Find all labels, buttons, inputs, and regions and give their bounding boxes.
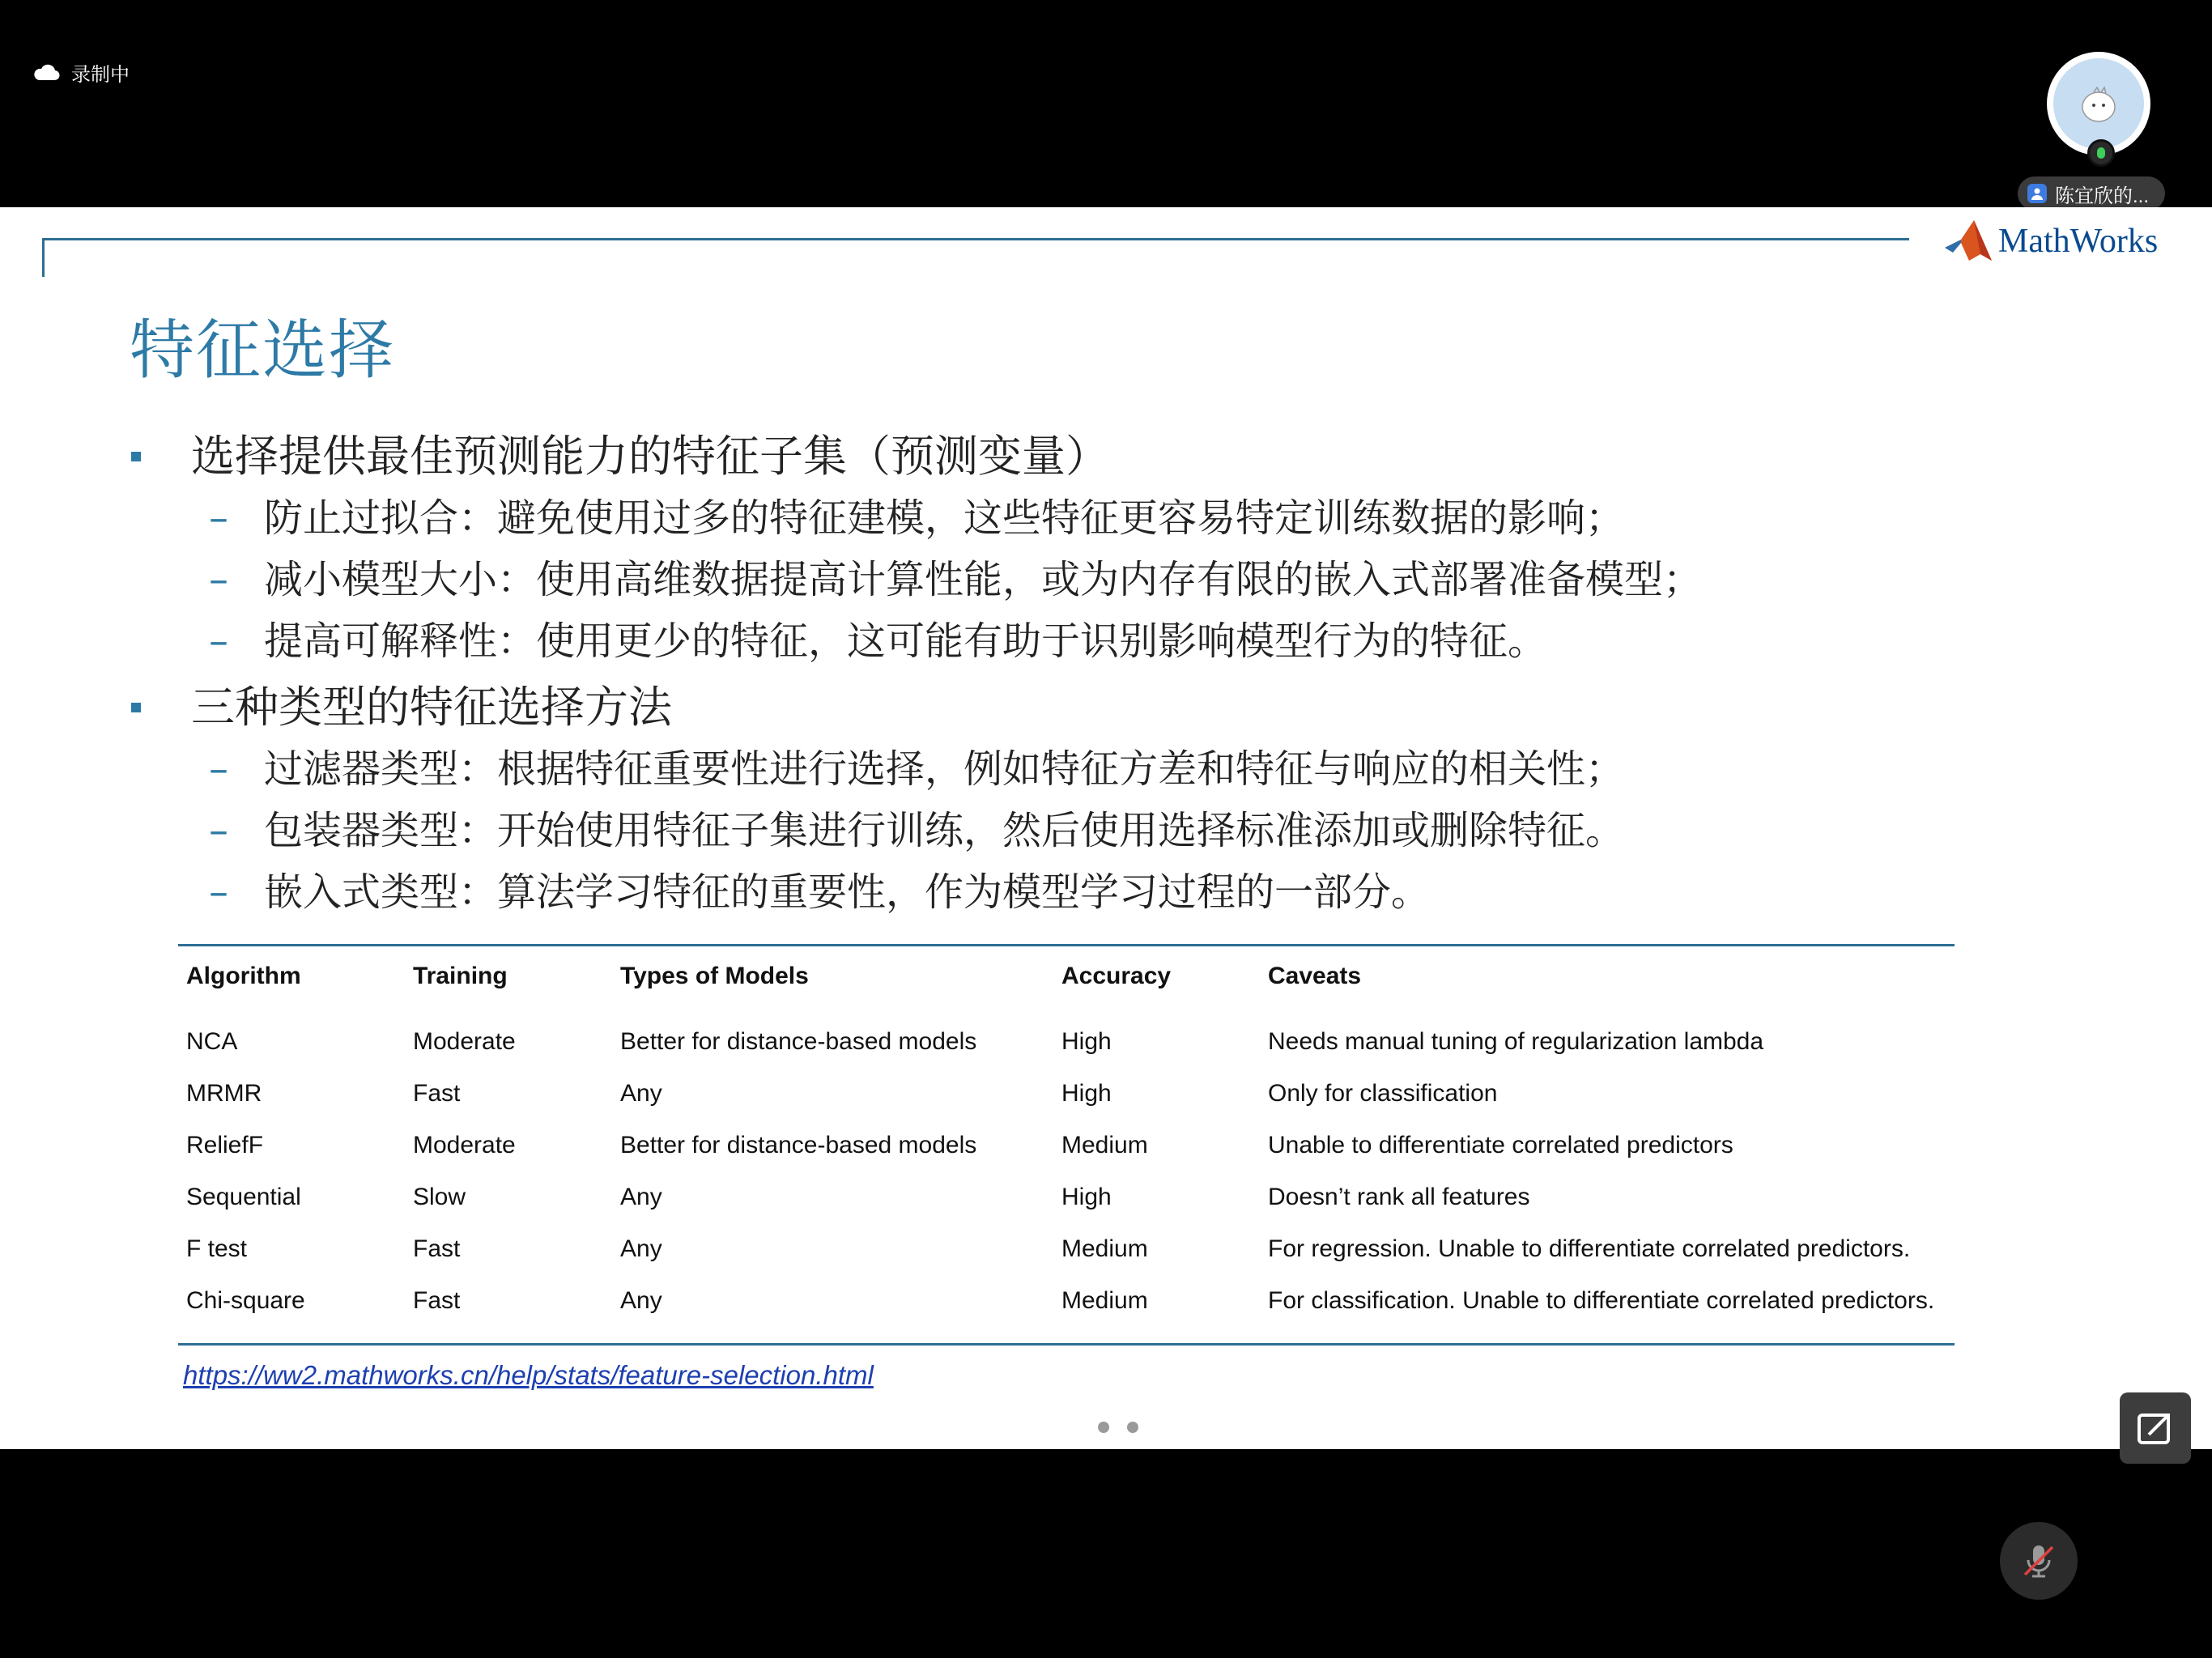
table-header-cell: Caveats <box>1268 963 1362 989</box>
table-header-cell: Algorithm <box>186 963 301 989</box>
bullet-text: 选择提供最佳预测能力的特征子集（预测变量） <box>191 431 1109 482</box>
table-cell: Fast <box>413 1080 461 1107</box>
avatar-icon <box>2074 79 2123 128</box>
table-cell: ReliefF <box>186 1132 264 1158</box>
table-cell: Chi-square <box>186 1287 305 1314</box>
expand-icon <box>2134 1407 2176 1449</box>
table-row <box>178 1120 1955 1171</box>
table-row <box>178 1068 1955 1120</box>
dash-icon: – <box>209 746 228 792</box>
table-rule-bottom <box>178 1343 1955 1346</box>
table-row <box>178 1275 1955 1327</box>
table-header-cell: Types of Models <box>620 963 809 989</box>
dash-icon: – <box>209 619 228 664</box>
sub-bullet-item <box>130 487 1702 549</box>
presentation-slide <box>0 207 2212 1449</box>
table-cell: F test <box>186 1235 248 1262</box>
table-cell: MRMR <box>186 1080 262 1107</box>
person-icon <box>2027 184 2047 203</box>
table-cell: High <box>1061 1184 1112 1210</box>
mic-icon <box>2087 139 2115 167</box>
sub-bullet-text: 过滤器类型：根据特征重要性进行选择，例如特征方差和特征与响应的相关性； <box>264 746 1625 792</box>
dash-icon: – <box>209 869 228 915</box>
brand-name: MathWorks <box>1998 223 2159 260</box>
table-cell: Any <box>620 1287 662 1314</box>
sub-bullet-text: 防止过拟合：避免使用过多的特征建模，这些特征更容易特定训练数据的影响； <box>264 495 1625 541</box>
mathworks-logo-icon <box>1943 219 1993 264</box>
table-cell: Sequential <box>186 1184 301 1210</box>
bullet-list <box>130 426 1702 923</box>
sub-bullet-item <box>130 738 1702 800</box>
table-cell: Medium <box>1061 1132 1148 1158</box>
bullet-square-icon <box>131 703 141 712</box>
table-cell: Unable to differentiate correlated predictors <box>1268 1132 1733 1158</box>
table-cell: Any <box>620 1235 662 1262</box>
table-cell: High <box>1061 1080 1112 1107</box>
mathworks-logo <box>1943 219 2158 264</box>
slide-pager[interactable] <box>1098 1422 1138 1433</box>
feature-selection-link[interactable]: https://ww2.mathworks.cn/help/stats/feature-selection.html <box>183 1360 874 1390</box>
table-cell: Any <box>620 1184 662 1210</box>
pager-dot[interactable] <box>1098 1422 1109 1433</box>
table-cell: Only for classification <box>1268 1080 1498 1107</box>
algorithm-table <box>178 944 1955 1346</box>
slide-frame-rule-left <box>42 238 45 277</box>
dash-icon: – <box>209 808 228 853</box>
table-cell: Medium <box>1061 1287 1148 1314</box>
sub-bullet-item <box>130 549 1702 610</box>
table-cell: NCA <box>186 1028 238 1055</box>
sub-bullet-text: 提高可解释性：使用更少的特征，这可能有助于识别影响模型行为的特征。 <box>264 619 1547 664</box>
table-cell: Fast <box>413 1287 461 1314</box>
table-cell: Fast <box>413 1235 461 1262</box>
table-row <box>178 1016 1955 1068</box>
sub-bullet-item <box>130 800 1702 861</box>
slide-title: 特征选择 <box>130 312 395 388</box>
table-cell: High <box>1061 1028 1112 1055</box>
bullet-item <box>130 426 1702 487</box>
participant-name: 陈宜欣的... <box>2055 185 2150 207</box>
table-cell: Moderate <box>413 1028 516 1055</box>
table-cell: Slow <box>413 1184 466 1210</box>
sub-bullet-text: 嵌入式类型：算法学习特征的重要性，作为模型学习过程的一部分。 <box>264 869 1431 915</box>
recording-label: 录制中 <box>71 64 130 86</box>
table-cell: Needs manual tuning of regularization lambda <box>1268 1028 1764 1055</box>
dash-icon: – <box>209 557 228 602</box>
participant-name-badge[interactable] <box>2018 176 2165 210</box>
table-cell: Better for distance-based models <box>620 1132 977 1158</box>
sub-bullet-text: 包装器类型：开始使用特征子集进行训练，然后使用选择标准添加或删除特征。 <box>264 808 1625 853</box>
table-row <box>178 1171 1955 1223</box>
table-header-cell: Accuracy <box>1061 963 1172 989</box>
sub-bullet-text: 减小模型大小：使用高维数据提高计算性能，或为内存有限的嵌入式部署准备模型； <box>264 557 1703 602</box>
table-cell: Moderate <box>413 1132 516 1158</box>
slide-frame-rule <box>42 238 1909 240</box>
table-row <box>178 1223 1955 1275</box>
sub-bullet-item <box>130 861 1702 923</box>
sub-bullet-item <box>130 610 1702 672</box>
recording-indicator <box>32 58 130 87</box>
table-cell: Doesn’t rank all features <box>1268 1184 1530 1210</box>
table-cell: For regression. Unable to differentiate correlated predictors. <box>1268 1235 1911 1262</box>
expand-button[interactable] <box>2120 1392 2191 1464</box>
pager-dot[interactable] <box>1127 1422 1138 1433</box>
bullet-item <box>130 677 1702 738</box>
bullet-square-icon <box>131 452 141 461</box>
cloud-icon <box>32 64 60 82</box>
table-cell: Any <box>620 1080 662 1107</box>
table-cell: For classification. Unable to differentiate correlated predictors. <box>1268 1287 1935 1314</box>
table-cell: Better for distance-based models <box>620 1028 977 1055</box>
table-cell: Medium <box>1061 1235 1148 1262</box>
table-header-row <box>178 946 1955 1006</box>
mic-muted-icon <box>2018 1541 2059 1581</box>
bullet-text: 三种类型的特征选择方法 <box>191 682 672 733</box>
mute-toggle-button[interactable] <box>2000 1522 2078 1600</box>
table-header-cell: Training <box>413 963 508 989</box>
dash-icon: – <box>209 495 228 541</box>
